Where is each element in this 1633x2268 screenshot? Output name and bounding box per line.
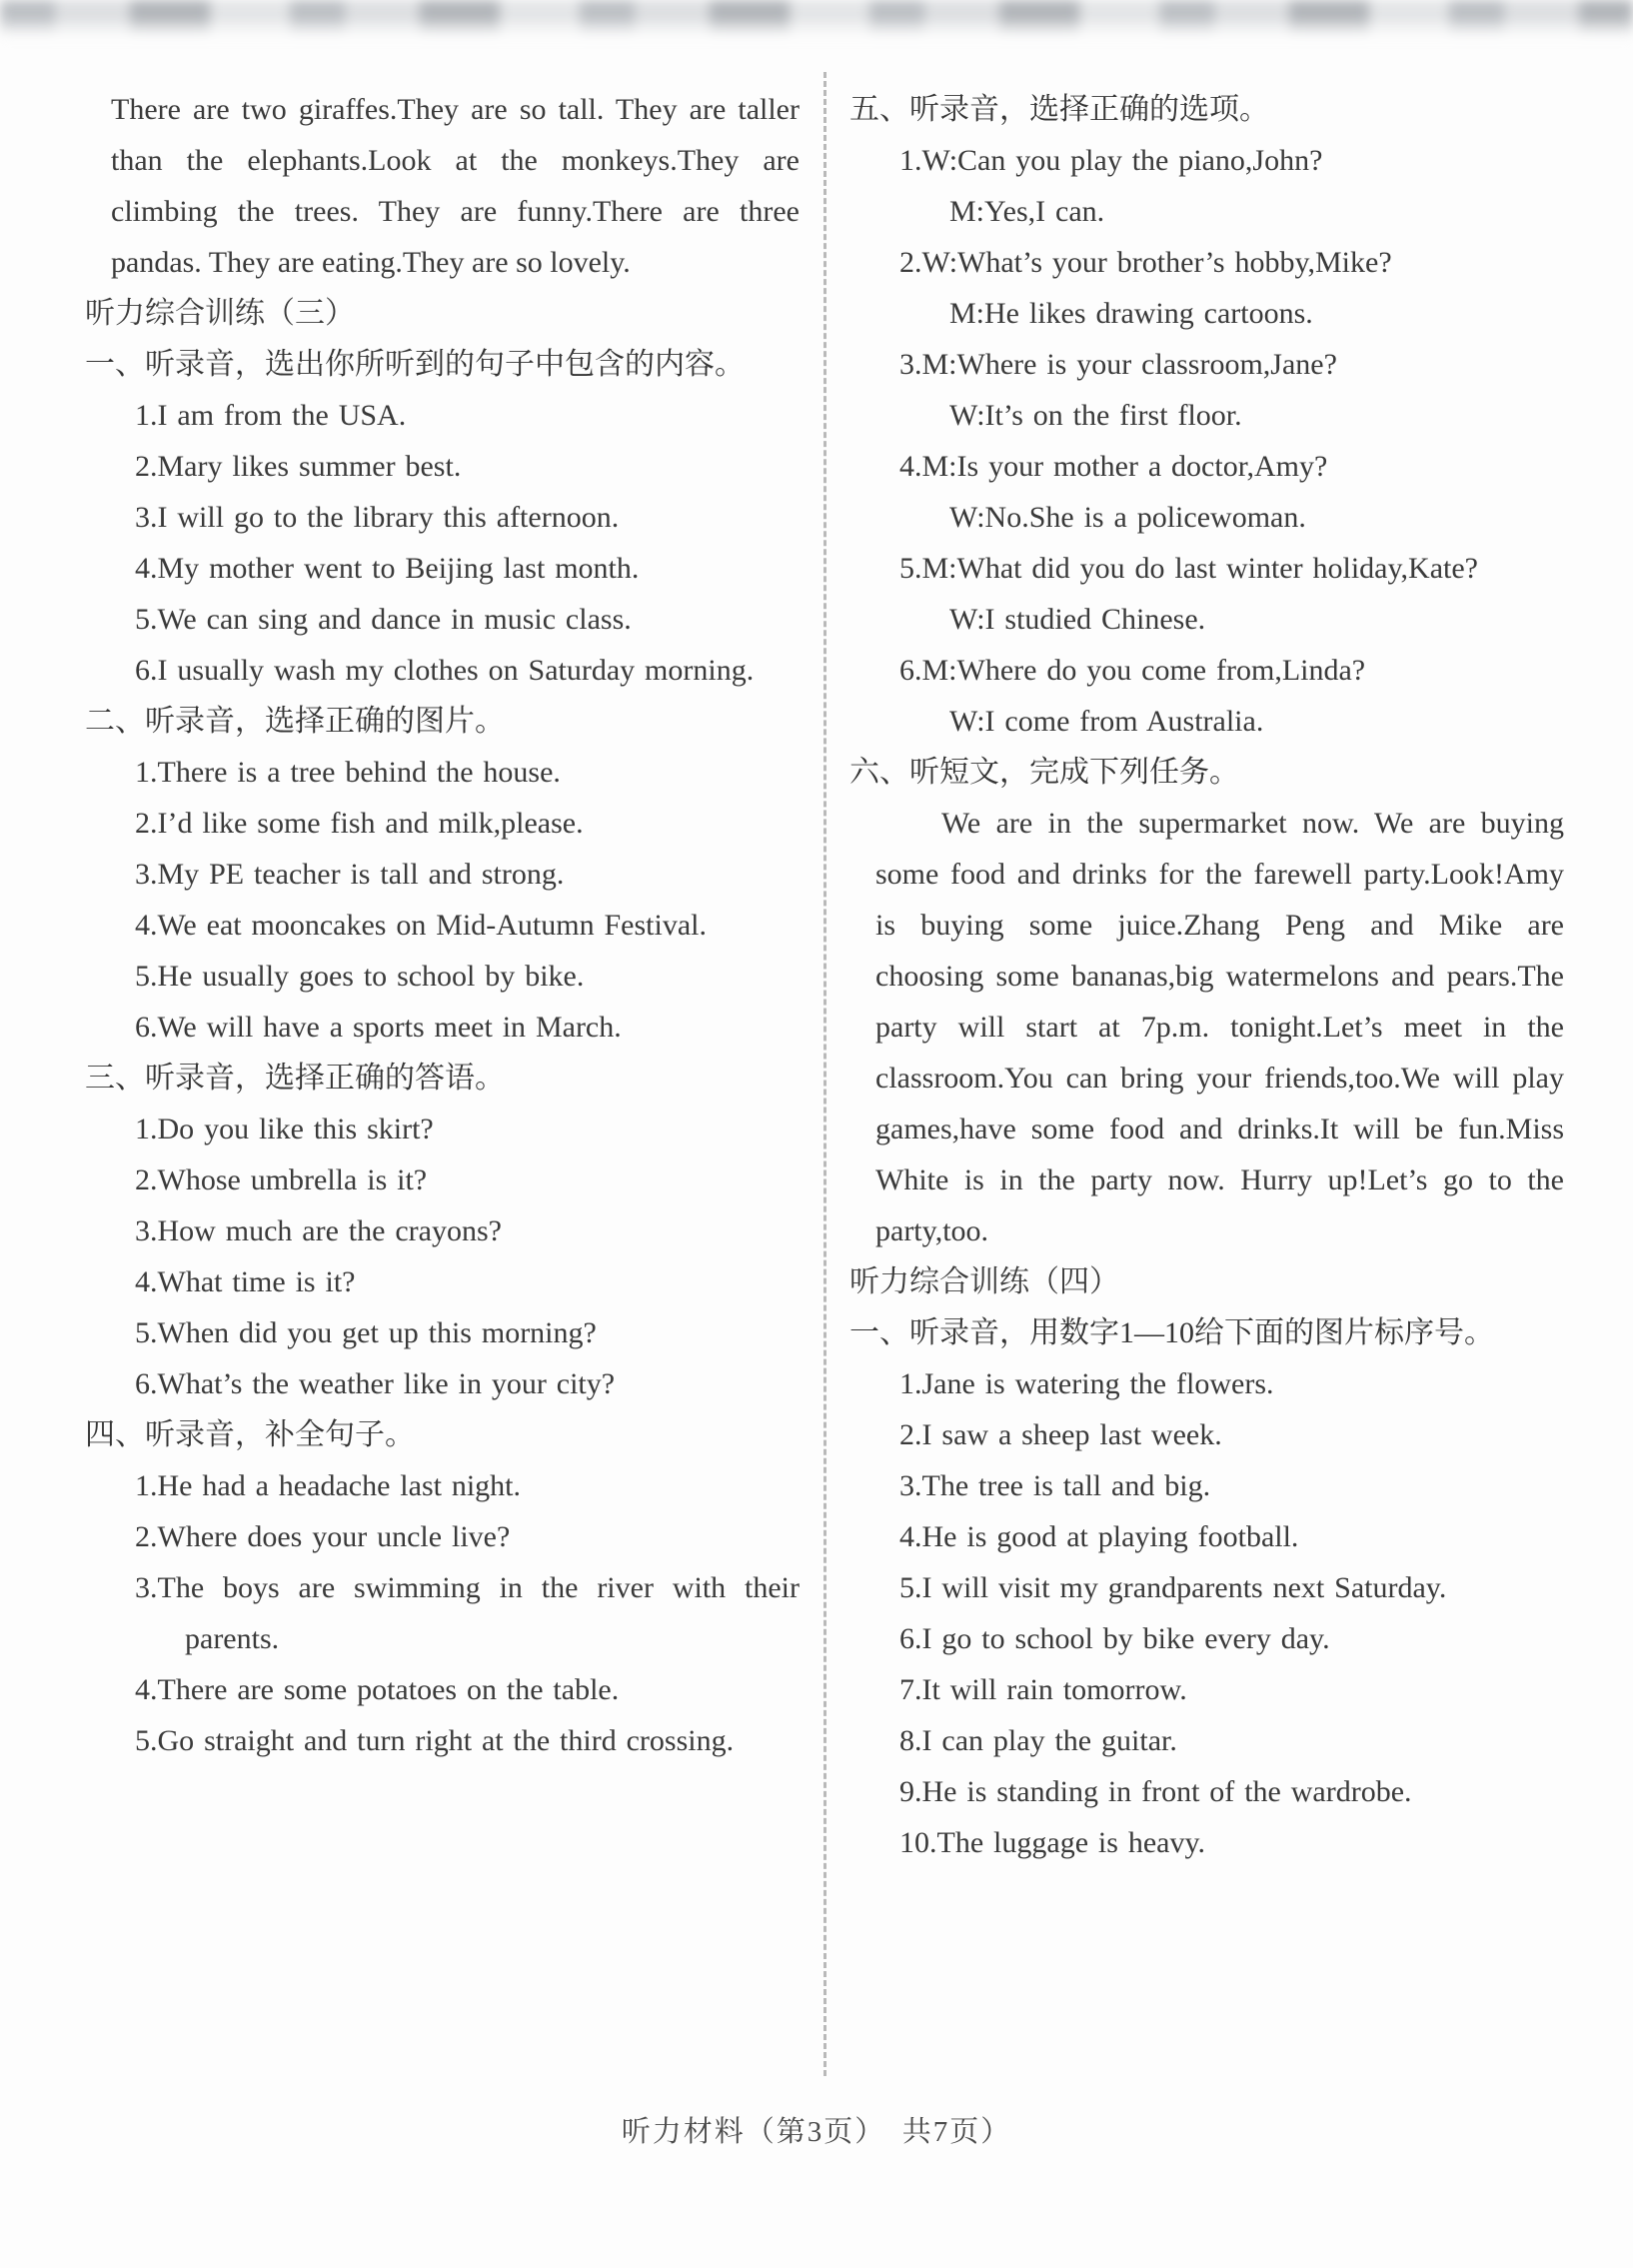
exercise-item: 8.I can play the guitar. (899, 1724, 1177, 1757)
exercise-item: 4.M:Is your mother a doctor,Amy? (899, 450, 1328, 483)
exercise-item: 6.M:Where do you come from,Linda? (899, 654, 1366, 687)
exercise-item: 6.What’s the weather like in your city? (135, 1367, 616, 1400)
exercise-item: 1.W:Can you play the piano,John? (899, 144, 1323, 177)
dialog-response-line: W:It’s on the first floor. (949, 399, 1242, 432)
exercise-section-title: 一、听录音，用数字1—10给下面的图片标序号。 (849, 1316, 1494, 1349)
exercise-item: 1.He had a headache last night. (135, 1469, 522, 1502)
exercise-item: 4.We eat mooncakes on Mid-Autumn Festival. (135, 909, 707, 942)
exercise-item: 1.There is a tree behind the house. (135, 756, 561, 789)
exercise-item: 2.W:What’s your brother’s hobby,Mike? (899, 246, 1392, 279)
exercise-item: 5.M:What did you do last winter holiday,Kate? (899, 552, 1478, 585)
exercise-item: 4.What time is it? (135, 1265, 356, 1298)
exercise-item: 2.I’d like some fish and milk,please. (135, 807, 584, 840)
exercise-item: 2.I saw a sheep last week. (899, 1418, 1222, 1451)
exercise-section-title: 一、听录音，选出你所听到的句子中包含的内容。 (85, 348, 745, 381)
exercise-section-title: 五、听录音，选择正确的选项。 (849, 93, 1269, 126)
exercise-item: 9.He is standing in front of the wardrobe. (899, 1775, 1412, 1808)
exercise-item: 4.There are some potatoes on the table. (135, 1673, 620, 1706)
exercise-item: 2.Where does your uncle live? (135, 1520, 511, 1553)
exercise-item: 3.The tree is tall and big. (899, 1469, 1211, 1502)
dialog-response-line: M:Yes,I can. (949, 195, 1105, 228)
exercise-item: 4.He is good at playing football. (899, 1520, 1299, 1553)
exercise-item: 3.The boys are swimming in the river with their parents. (135, 1571, 800, 1655)
exercise-item: 6.We will have a sports meet in March. (135, 1011, 622, 1044)
exercise-item: 6.I usually wash my clothes on Saturday morning. (135, 654, 755, 687)
exercise-item: 3.My PE teacher is tall and strong. (135, 858, 565, 891)
exercise-item: 2.Mary likes summer best. (135, 450, 462, 483)
exercise-item: 5.We can sing and dance in music class. (135, 603, 632, 636)
exercise-item: 5.Go straight and turn right at the third crossing. (135, 1724, 735, 1757)
dialog-response-line: W:I come from Australia. (949, 705, 1264, 738)
section-heading: 听力综合训练（三） (85, 297, 355, 330)
page-footer: 听力材料（第3页） 共7页） (621, 2116, 1012, 2148)
dialog-response-line: W:I studied Chinese. (949, 603, 1206, 636)
exercise-item: 7.It will rain tomorrow. (899, 1673, 1187, 1706)
exercise-section-title: 三、听录音，选择正确的答语。 (85, 1062, 505, 1095)
page-columns (85, 84, 1564, 1868)
left-column (85, 84, 800, 1868)
right-column (849, 84, 1564, 1868)
section-heading: 听力综合训练（四） (849, 1265, 1119, 1298)
exercise-item: 5.When did you get up this morning? (135, 1316, 597, 1349)
exercise-section-title: 四、听录音，补全句子。 (85, 1418, 415, 1451)
paragraph-continuation: There are two giraffes.They are so tall. They are taller than the elephants.Look at the monkeys.They are climbing the trees. They are funny.There are three pandas. They are eating.They are so lovely. (111, 93, 800, 279)
exercise-section-title: 二、听录音，选择正确的图片。 (85, 705, 505, 738)
exercise-item: 4.My mother went to Beijing last month. (135, 552, 640, 585)
exercise-item: 10.The luggage is heavy. (899, 1826, 1205, 1859)
exercise-item: 1.Jane is watering the flowers. (899, 1367, 1274, 1400)
dialog-response-line: W:No.She is a policewoman. (949, 501, 1306, 534)
exercise-item: 3.M:Where is your classroom,Jane? (899, 348, 1337, 381)
scan-artifact-top (0, 0, 1633, 36)
exercise-item: 3.How much are the crayons? (135, 1214, 502, 1247)
dialog-response-line: M:He likes drawing cartoons. (949, 297, 1313, 330)
exercise-item: 1.Do you like this skirt? (135, 1113, 434, 1145)
exercise-item: 6.I go to school by bike every day. (899, 1622, 1330, 1655)
exercise-section-title: 六、听短文，完成下列任务。 (849, 756, 1239, 789)
listening-passage: We are in the supermarket now. We are buying some food and drinks for the farewell party.Look!Amy is buying some juice.Zhang Peng and Mike are choosing some bananas,big watermelons and pears.The party will start at 7p.m. tonight.Let’s meet in the classroom.You can bring your friends,too.We will play games,have some food and drinks.It will be fun.Miss White is in the party now. Hurry up!Let’s go to the party,too. (875, 807, 1564, 1247)
exercise-item: 5.I will visit my grandparents next Saturday. (899, 1571, 1447, 1604)
exercise-item: 3.I will go to the library this afternoon. (135, 501, 620, 534)
exercise-item: 5.He usually goes to school by bike. (135, 960, 585, 993)
exercise-item: 1.I am from the USA. (135, 399, 407, 432)
exercise-item: 2.Whose umbrella is it? (135, 1163, 428, 1196)
